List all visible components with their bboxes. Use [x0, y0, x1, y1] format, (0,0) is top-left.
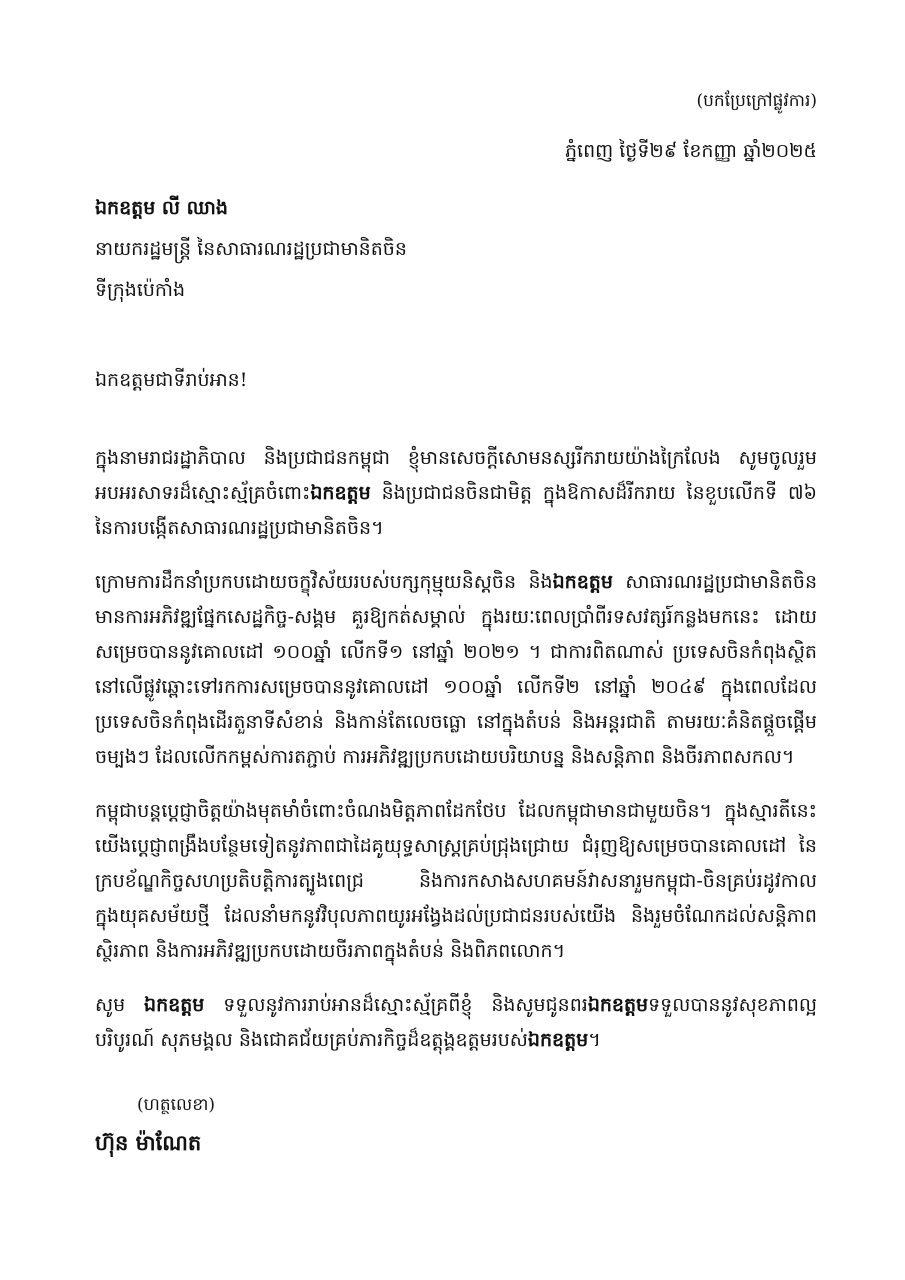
honorific-bold-run: ឯកឧត្តម [527, 1029, 589, 1051]
paragraph-china-development [95, 565, 817, 775]
signature-note: (ហត្ថលេខា) [137, 1095, 216, 1115]
text-run: ទទួលបាននូវសុខភាពល្អបរិបូរណ៍ សុភមង្គល និងជោគជ័យគ្រប់ភារកិច្ចដ៏ឧត្តុង្គឧត្តមរបស់ [95, 994, 817, 1051]
recipient-title: នាយករដ្ឋមន្ត្រី នៃសាធារណរដ្ឋប្រជាមានិតចិន [95, 238, 407, 260]
recipient-city: ទីក្រុងប៉េកាំង [95, 279, 186, 301]
paragraph-cambodia-china-friendship [95, 794, 817, 969]
honorific-bold-run: ឯកឧត្តម [552, 571, 613, 593]
unofficial-translation-note: (បកប្រែក្រៅផ្លូវការ) [696, 91, 817, 111]
salutation-line: ឯកឧត្តមជាទីរាប់អាន! [95, 369, 248, 391]
signer-name: ហ៊ុន ម៉ាណែត [95, 1130, 202, 1155]
recipient-name: ឯកឧត្តម លី ឈាង [95, 197, 228, 219]
text-run: ។ [588, 1029, 601, 1051]
honorific-bold-run: ឯកឧត្តម [310, 482, 371, 504]
recipient-block [95, 188, 817, 311]
closing-block [95, 1090, 817, 1162]
paragraph-congratulations [95, 441, 817, 546]
text-run: កម្ពុជាបន្តប្តេជ្ញាចិត្តយ៉ាងមុតមាំចំពោះចំណងមិត្តភាពដែកថែប ដែលកម្ពុជាមានជាមួយចិន។ ក្នុងស្មារតីនេះ យើងប្តេជ្ញាពង្រឹងបន្ថែមទៀតនូវភាពជាដៃគូយុទ្ធសាស្ត្រគ្រប់ជ្រុងជ្រោយ ជំរុញឱ្យសម្រេចបានគោលដៅ នៃក្របខ័ណ្ឌកិច្ចសហប្រតិបត្តិការត្បូងពេជ្រ និងការកសាងសហគមន៍វាសនារួមកម្ពុជា-ចិនគ្រប់រដូវកាល ក្នុងយុគសម័យថ្មី ដែលនាំមកនូវវិបុលភាពយូរអង្វែងដល់ប្រជាជនរបស់យើង និងរួមចំណែកដល់សន្តិភាព ស្ថិរភាព និងការអភិវឌ្ឍប្រកបដោយចីរភាពក្នុងតំបន់ និងពិភពលោក។ [95, 800, 817, 962]
honorific-bold-run: ឯកឧត្តម [587, 994, 649, 1016]
paragraph-well-wishes [95, 988, 817, 1058]
text-run: សូម [95, 994, 145, 1016]
text-run: និងប្រជាជនចិនជាមិត្ត ក្នុងឱកាសដ៏រីករាយ នៃខួបលើកទី ៧៦ នៃការបង្កើតសាធារណរដ្ឋប្រជាមានិតចិន។ [95, 482, 817, 539]
honorific-bold-run: ឯកឧត្តម [144, 994, 205, 1016]
text-run: ក្នុងនាមរាជរដ្ឋាភិបាល និងប្រជាជនកម្ពុជា ខ្ញុំមានសេចក្តីសោមនស្សរីករាយយ៉ាងក្រៃលែង សូមចូលរួមអបអរសាទរដ៏ស្មោះស្ម័គ្រចំពោះ [95, 447, 817, 504]
text-run: ក្រោមការដឹកនាំប្រកបដោយចក្ខុវិស័យរបស់បក្សកុម្មុយនិស្តចិន និង [95, 571, 553, 593]
date-place-line: ភ្នំពេញ ថ្ងៃទី២៩ ខែកញ្ញា ឆ្នាំ២០២៥ [564, 140, 817, 162]
text-run: សាធារណរដ្ឋប្រជាមានិតចិនមានការអភិវឌ្ឍផ្នែកសេដ្ឋកិច្ច-សង្គម គួរឱ្យកត់សម្គាល់ ក្នុងរយៈពេលប្រាំពីរទសវត្សរ៍កន្លងមកនេះ ដោយសម្រេចបាននូវគោលដៅ ១០០ឆ្នាំ លើកទី១ នៅឆ្នាំ ២០២១ ។ ជាការពិតណាស់ ប្រទេសចិនកំពុងស្ថិតនៅលើផ្លូវឆ្ពោះទៅរកការសម្រេចបាននូវគោលដៅ ១០០ឆ្នាំ លើកទី២ នៅឆ្នាំ ២០៤៩ ក្នុងពេលដែលប្រទេសចិនកំពុងដើរតួនាទីសំខាន់ និងកាន់តែលេចធ្លោ នៅក្នុងតំបន់ និងអន្តរជាតិ តាមរយៈគំនិតផ្តួចផ្តើមចម្បងៗ ដែលលើកកម្ពស់ការតភ្ជាប់ ការអភិវឌ្ឍប្រកបដោយបរិយាបន្ន និងសន្តិភាព និងចីរភាពសកល។ [95, 571, 817, 768]
text-run: ទទួលនូវការរាប់អានដ៏ស្មោះស្ម័គ្រពីខ្ញុំ និងសូមជូនពរ [204, 994, 588, 1016]
